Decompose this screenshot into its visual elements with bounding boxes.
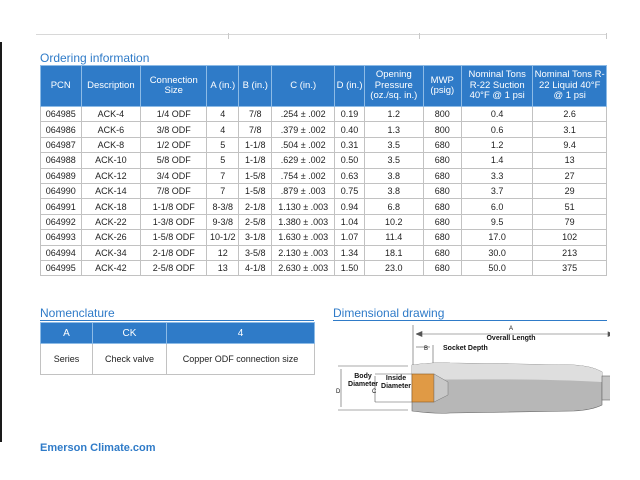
table-cell: 1.50: [335, 260, 365, 275]
table-cell: 7/8: [239, 107, 272, 122]
table-cell: 13: [533, 153, 607, 168]
nomenclature-code: A: [41, 323, 93, 344]
label-a: A: [508, 326, 514, 332]
table-cell: ACK-4: [81, 107, 141, 122]
table-cell: ACK-18: [81, 199, 141, 214]
table-cell: 1/2 ODF: [141, 137, 207, 152]
table-cell: 6.0: [461, 199, 532, 214]
table-cell: 9.4: [533, 137, 607, 152]
table-cell: 7: [207, 168, 239, 183]
nomenclature-code-row: [41, 323, 315, 344]
table-cell: 064991: [41, 199, 82, 214]
table-cell: 0.50: [335, 153, 365, 168]
nomenclature-rule: [40, 320, 314, 321]
table-row: [41, 214, 607, 229]
table-cell: 30.0: [461, 245, 532, 260]
table-cell: 3.3: [461, 168, 532, 183]
table-cell: 2-5/8: [239, 214, 272, 229]
ordering-header-row: [41, 66, 607, 107]
table-cell: 79: [533, 214, 607, 229]
table-cell: 1.2: [364, 107, 423, 122]
table-cell: 4: [207, 122, 239, 137]
table-cell: 064985: [41, 107, 82, 122]
table-cell: 375: [533, 260, 607, 275]
table-row: [41, 260, 607, 275]
ordering-header-cell: Description: [81, 66, 141, 107]
table-cell: 5: [207, 153, 239, 168]
table-cell: 13: [207, 260, 239, 275]
ordering-body: [41, 107, 607, 276]
table-cell: 2-5/8 ODF: [141, 260, 207, 275]
table-cell: 1.07: [335, 230, 365, 245]
table-cell: ACK-42: [81, 260, 141, 275]
table-cell: 1.2: [461, 137, 532, 152]
label-body-1: Body: [354, 373, 372, 380]
top-tick: [228, 33, 229, 39]
table-cell: 680: [423, 137, 461, 152]
table-cell: 1.4: [461, 153, 532, 168]
table-cell: 4-1/8: [239, 260, 272, 275]
ordering-header-cell: PCN: [41, 66, 82, 107]
table-cell: 17.0: [461, 230, 532, 245]
table-cell: 2-1/8: [239, 199, 272, 214]
label-d: D: [336, 389, 341, 395]
label-body-2: Diameter: [348, 381, 378, 388]
table-cell: 0.40: [335, 122, 365, 137]
table-cell: 0.6: [461, 122, 532, 137]
ordering-header-cell: C (in.): [272, 66, 335, 107]
table-row: [41, 230, 607, 245]
table-cell: 680: [423, 245, 461, 260]
nomenclature-meaning: Check valve: [93, 344, 167, 375]
table-cell: 7/8 ODF: [141, 183, 207, 198]
table-cell: 5/8 ODF: [141, 153, 207, 168]
table-cell: .879 ± .003: [272, 183, 335, 198]
table-row: [41, 153, 607, 168]
table-cell: 1.34: [335, 245, 365, 260]
table-cell: 1.630 ± .003: [272, 230, 335, 245]
valve-body: [412, 363, 610, 414]
table-cell: 4: [207, 107, 239, 122]
table-cell: 2.130 ± .003: [272, 245, 335, 260]
table-cell: 7/8: [239, 122, 272, 137]
table-cell: ACK-8: [81, 137, 141, 152]
table-cell: 1-5/8: [239, 168, 272, 183]
table-cell: 102: [533, 230, 607, 245]
top-rule: [36, 34, 607, 35]
ordering-title: Ordering information: [40, 51, 150, 65]
table-cell: 1/4 ODF: [141, 107, 207, 122]
table-cell: 3/4 ODF: [141, 168, 207, 183]
table-cell: 0.75: [335, 183, 365, 198]
table-cell: ACK-22: [81, 214, 141, 229]
nomenclature-title: Nomenclature: [40, 306, 115, 320]
label-inside-2: Diameter: [381, 383, 411, 390]
table-cell: ACK-34: [81, 245, 141, 260]
ordering-header-cell: Nominal Tons R-22 Suction 40°F @ 1 psi: [461, 66, 532, 107]
table-cell: 0.4: [461, 107, 532, 122]
table-cell: ACK-12: [81, 168, 141, 183]
nomenclature-code: CK: [93, 323, 167, 344]
table-cell: .254 ± .002: [272, 107, 335, 122]
table-cell: 8-3/8: [207, 199, 239, 214]
table-cell: 064994: [41, 245, 82, 260]
table-cell: 1-1/8: [239, 137, 272, 152]
table-cell: 0.94: [335, 199, 365, 214]
dimensional-drawing: [330, 322, 610, 422]
table-row: [41, 168, 607, 183]
label-overall-length: Overall Length: [486, 335, 536, 342]
label-c: C: [372, 389, 377, 395]
table-cell: 29: [533, 183, 607, 198]
table-cell: 12: [207, 245, 239, 260]
table-cell: 680: [423, 183, 461, 198]
table-cell: 1-5/8: [239, 183, 272, 198]
table-cell: 680: [423, 214, 461, 229]
table-row: [41, 137, 607, 152]
table-cell: 5: [207, 137, 239, 152]
table-cell: .629 ± .002: [272, 153, 335, 168]
ordering-header-cell: Connection Size: [141, 66, 207, 107]
table-cell: 10.2: [364, 214, 423, 229]
table-cell: 680: [423, 168, 461, 183]
table-cell: 1-1/8 ODF: [141, 199, 207, 214]
table-cell: 213: [533, 245, 607, 260]
ordering-header-cell: MWP (psig): [423, 66, 461, 107]
table-cell: 064992: [41, 214, 82, 229]
table-cell: 50.0: [461, 260, 532, 275]
ordering-table: [40, 65, 607, 276]
table-cell: 3.7: [461, 183, 532, 198]
ordering-header-cell: Opening Pressure (oz./sq. in.): [364, 66, 423, 107]
table-cell: 6.8: [364, 199, 423, 214]
table-cell: 1-3/8 ODF: [141, 214, 207, 229]
table-cell: 680: [423, 199, 461, 214]
table-cell: 23.0: [364, 260, 423, 275]
table-cell: 800: [423, 122, 461, 137]
table-row: [41, 183, 607, 198]
nomenclature-table: [40, 322, 315, 375]
table-cell: 064990: [41, 183, 82, 198]
table-cell: 1-5/8 ODF: [141, 230, 207, 245]
table-cell: 0.19: [335, 107, 365, 122]
top-tick: [419, 33, 420, 39]
label-inside-1: Inside: [385, 375, 407, 382]
table-row: [41, 199, 607, 214]
table-cell: ACK-10: [81, 153, 141, 168]
table-cell: 1.130 ± .003: [272, 199, 335, 214]
table-cell: 3.8: [364, 183, 423, 198]
table-cell: 3/8 ODF: [141, 122, 207, 137]
table-cell: 3.8: [364, 168, 423, 183]
table-cell: 0.31: [335, 137, 365, 152]
table-cell: 2.6: [533, 107, 607, 122]
table-cell: 1-1/8: [239, 153, 272, 168]
table-cell: 7: [207, 183, 239, 198]
table-row: [41, 107, 607, 122]
table-cell: 680: [423, 230, 461, 245]
drawing-title: Dimensional drawing: [333, 306, 445, 320]
label-b: B: [424, 346, 429, 352]
table-cell: 064986: [41, 122, 82, 137]
table-cell: 9-3/8: [207, 214, 239, 229]
table-cell: 1.3: [364, 122, 423, 137]
table-cell: ACK-26: [81, 230, 141, 245]
ordering-header-cell: Nominal Tons R-22 Liquid 40°F @ 1 psi: [533, 66, 607, 107]
table-cell: 3.5: [364, 153, 423, 168]
table-cell: .379 ± .002: [272, 122, 335, 137]
table-row: [41, 245, 607, 260]
table-cell: 064988: [41, 153, 82, 168]
table-cell: 3.5: [364, 137, 423, 152]
table-cell: 2.630 ± .003: [272, 260, 335, 275]
table-cell: 3.1: [533, 122, 607, 137]
nomenclature-meaning-row: [41, 344, 315, 375]
table-cell: 064989: [41, 168, 82, 183]
footer-text: Emerson Climate.com: [40, 442, 156, 454]
table-cell: 064987: [41, 137, 82, 152]
page-edge-line: [0, 42, 2, 442]
table-cell: 1.04: [335, 214, 365, 229]
ordering-header-cell: D (in.): [335, 66, 365, 107]
table-cell: .754 ± .002: [272, 168, 335, 183]
table-cell: 9.5: [461, 214, 532, 229]
table-cell: 10-1/2: [207, 230, 239, 245]
table-cell: 27: [533, 168, 607, 183]
table-cell: ACK-6: [81, 122, 141, 137]
nomenclature-code: 4: [167, 323, 315, 344]
table-cell: 18.1: [364, 245, 423, 260]
nomenclature-meaning: Series: [41, 344, 93, 375]
table-cell: 064995: [41, 260, 82, 275]
table-cell: .504 ± .002: [272, 137, 335, 152]
table-cell: ACK-14: [81, 183, 141, 198]
table-cell: 3-5/8: [239, 245, 272, 260]
table-cell: 0.63: [335, 168, 365, 183]
table-row: [41, 122, 607, 137]
ordering-header-cell: A (in.): [207, 66, 239, 107]
table-cell: 680: [423, 153, 461, 168]
table-cell: 51: [533, 199, 607, 214]
table-cell: 680: [423, 260, 461, 275]
table-cell: 11.4: [364, 230, 423, 245]
table-cell: 800: [423, 107, 461, 122]
nomenclature-meaning: Copper ODF connection size: [167, 344, 315, 375]
table-cell: 1.380 ± .003: [272, 214, 335, 229]
table-cell: 2-1/8 ODF: [141, 245, 207, 260]
drawing-rule: [333, 320, 607, 321]
top-tick: [606, 33, 607, 39]
ordering-header-cell: B (in.): [239, 66, 272, 107]
label-socket-depth: Socket Depth: [443, 345, 488, 352]
table-cell: 064993: [41, 230, 82, 245]
table-cell: 3-1/8: [239, 230, 272, 245]
